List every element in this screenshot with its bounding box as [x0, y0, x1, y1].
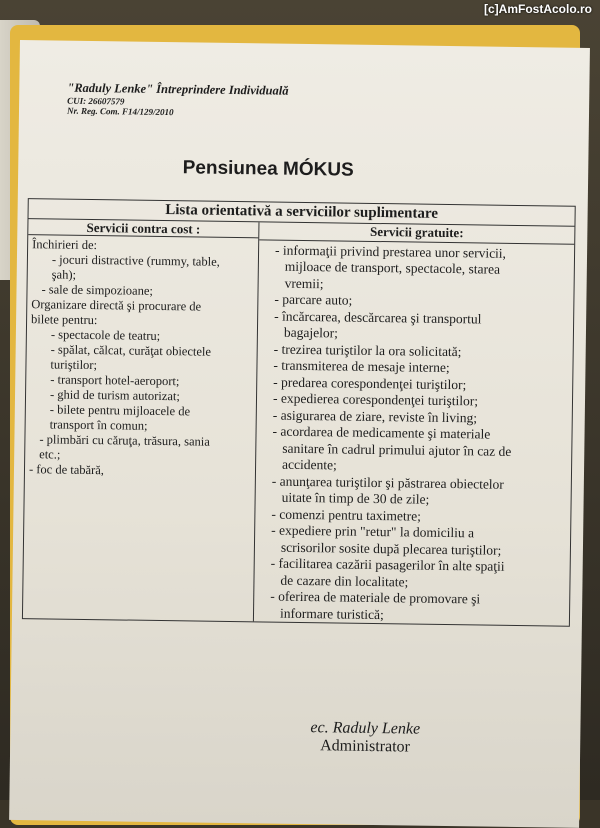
free-service-item: - informaţii privind prestarea unor servicii,	[274, 242, 507, 261]
free-service-item: mijloace de transport, spectacole, starea	[284, 258, 501, 277]
paid-service-item: - sale de simpozioane;	[41, 282, 154, 298]
free-service-item: sanitare în cadrul primului ajutor în caz de	[282, 440, 512, 459]
paid-service-item: Închirieri de:	[32, 237, 98, 253]
table-heading: Lista orientativă a serviciilor suplimentare	[28, 199, 574, 227]
page-title: Pensiunea MÓKUS	[182, 157, 354, 181]
free-service-item: - comenzi pentru taximetre;	[271, 506, 422, 524]
signature-name: ec. Raduly Lenke	[310, 719, 421, 738]
paid-service-item: - plimbări cu căruţa, trăsura, sania	[39, 432, 210, 449]
free-service-item: vremii;	[284, 275, 324, 291]
paid-service-item: - jocuri distractive (rummy, table,	[51, 252, 220, 269]
free-service-item: scrisorilor sosite după plecarea turiştilor;	[280, 539, 502, 558]
paid-service-item: transport în comun;	[49, 417, 148, 433]
signature-block	[310, 719, 420, 757]
free-service-item: - facilitarea cazării pasagerilor în alte spaţii	[270, 555, 505, 574]
free-service-item: - predarea corespondenţei turiştilor;	[273, 374, 467, 392]
free-service-item: accidente;	[281, 456, 337, 473]
free-service-item: bagajelor;	[283, 324, 339, 341]
free-service-item: - acordarea de medicamente şi materiale	[272, 423, 491, 442]
paid-service-item: - transport hotel-aeroport;	[50, 372, 180, 389]
free-service-item: - expediere prin "retur" la domiciliu a	[271, 522, 475, 541]
document-page	[9, 40, 590, 828]
company-block	[67, 81, 289, 119]
paid-services-column	[23, 219, 260, 621]
free-service-item: - trezirea turiştilor la ora solicitată;	[273, 341, 462, 359]
free-services-list	[260, 242, 568, 626]
paid-service-item: - foc de tabără,	[28, 462, 105, 478]
paid-service-item: Organizare directă şi procurare de	[31, 297, 202, 314]
table-columns	[23, 219, 575, 626]
free-service-item: - încărcarea, descărcarea şi transportul	[274, 308, 482, 326]
paid-service-item: bilete pentru:	[31, 312, 98, 328]
paid-service-item: - bilete pentru mijloacele de	[49, 402, 191, 419]
free-service-item: uitate în timp de 30 de zile;	[281, 489, 430, 507]
free-service-item: - asigurarea de ziare, reviste în living;	[272, 407, 478, 425]
paid-services-header: Servicii contra cost :	[28, 219, 258, 238]
free-service-item: - expedierea corespondenţei turiştilor;	[272, 390, 479, 409]
free-services-header: Servicii gratuite:	[259, 222, 574, 244]
paid-service-item: - ghid de turism autorizat;	[49, 387, 180, 404]
signature-role: Administrator	[320, 737, 411, 756]
free-service-item: - transmiterea de mesaje interne;	[273, 357, 450, 376]
services-table	[22, 198, 576, 627]
free-service-item: de cazare din localitate;	[280, 572, 409, 589]
free-service-item: - anunţarea turiştilor şi păstrarea obiectelor	[271, 473, 504, 492]
paid-service-item: etc.;	[39, 447, 61, 462]
paid-service-item: - spectacole de teatru;	[50, 327, 161, 343]
paid-service-item: - spălat, călcat, curăţat obiectele	[50, 342, 212, 359]
free-services-column	[254, 222, 575, 625]
free-service-item: informare turistică;	[279, 605, 384, 622]
company-reg: Nr. Reg. Com. F14/129/2010	[66, 105, 174, 118]
free-service-item: - parcare auto;	[274, 291, 353, 308]
watermark: [c]AmFostAcolo.ro	[484, 2, 592, 16]
company-name: "Raduly Lenke" Întreprindere Individuală	[67, 80, 289, 98]
free-service-item: - oferirea de materiale de promovare şi	[270, 588, 481, 607]
paid-service-item: şah);	[51, 267, 77, 282]
company-cui: CUI: 26607579	[67, 95, 125, 107]
paid-services-list	[29, 237, 254, 480]
paid-service-item: turiştilor;	[50, 357, 98, 373]
